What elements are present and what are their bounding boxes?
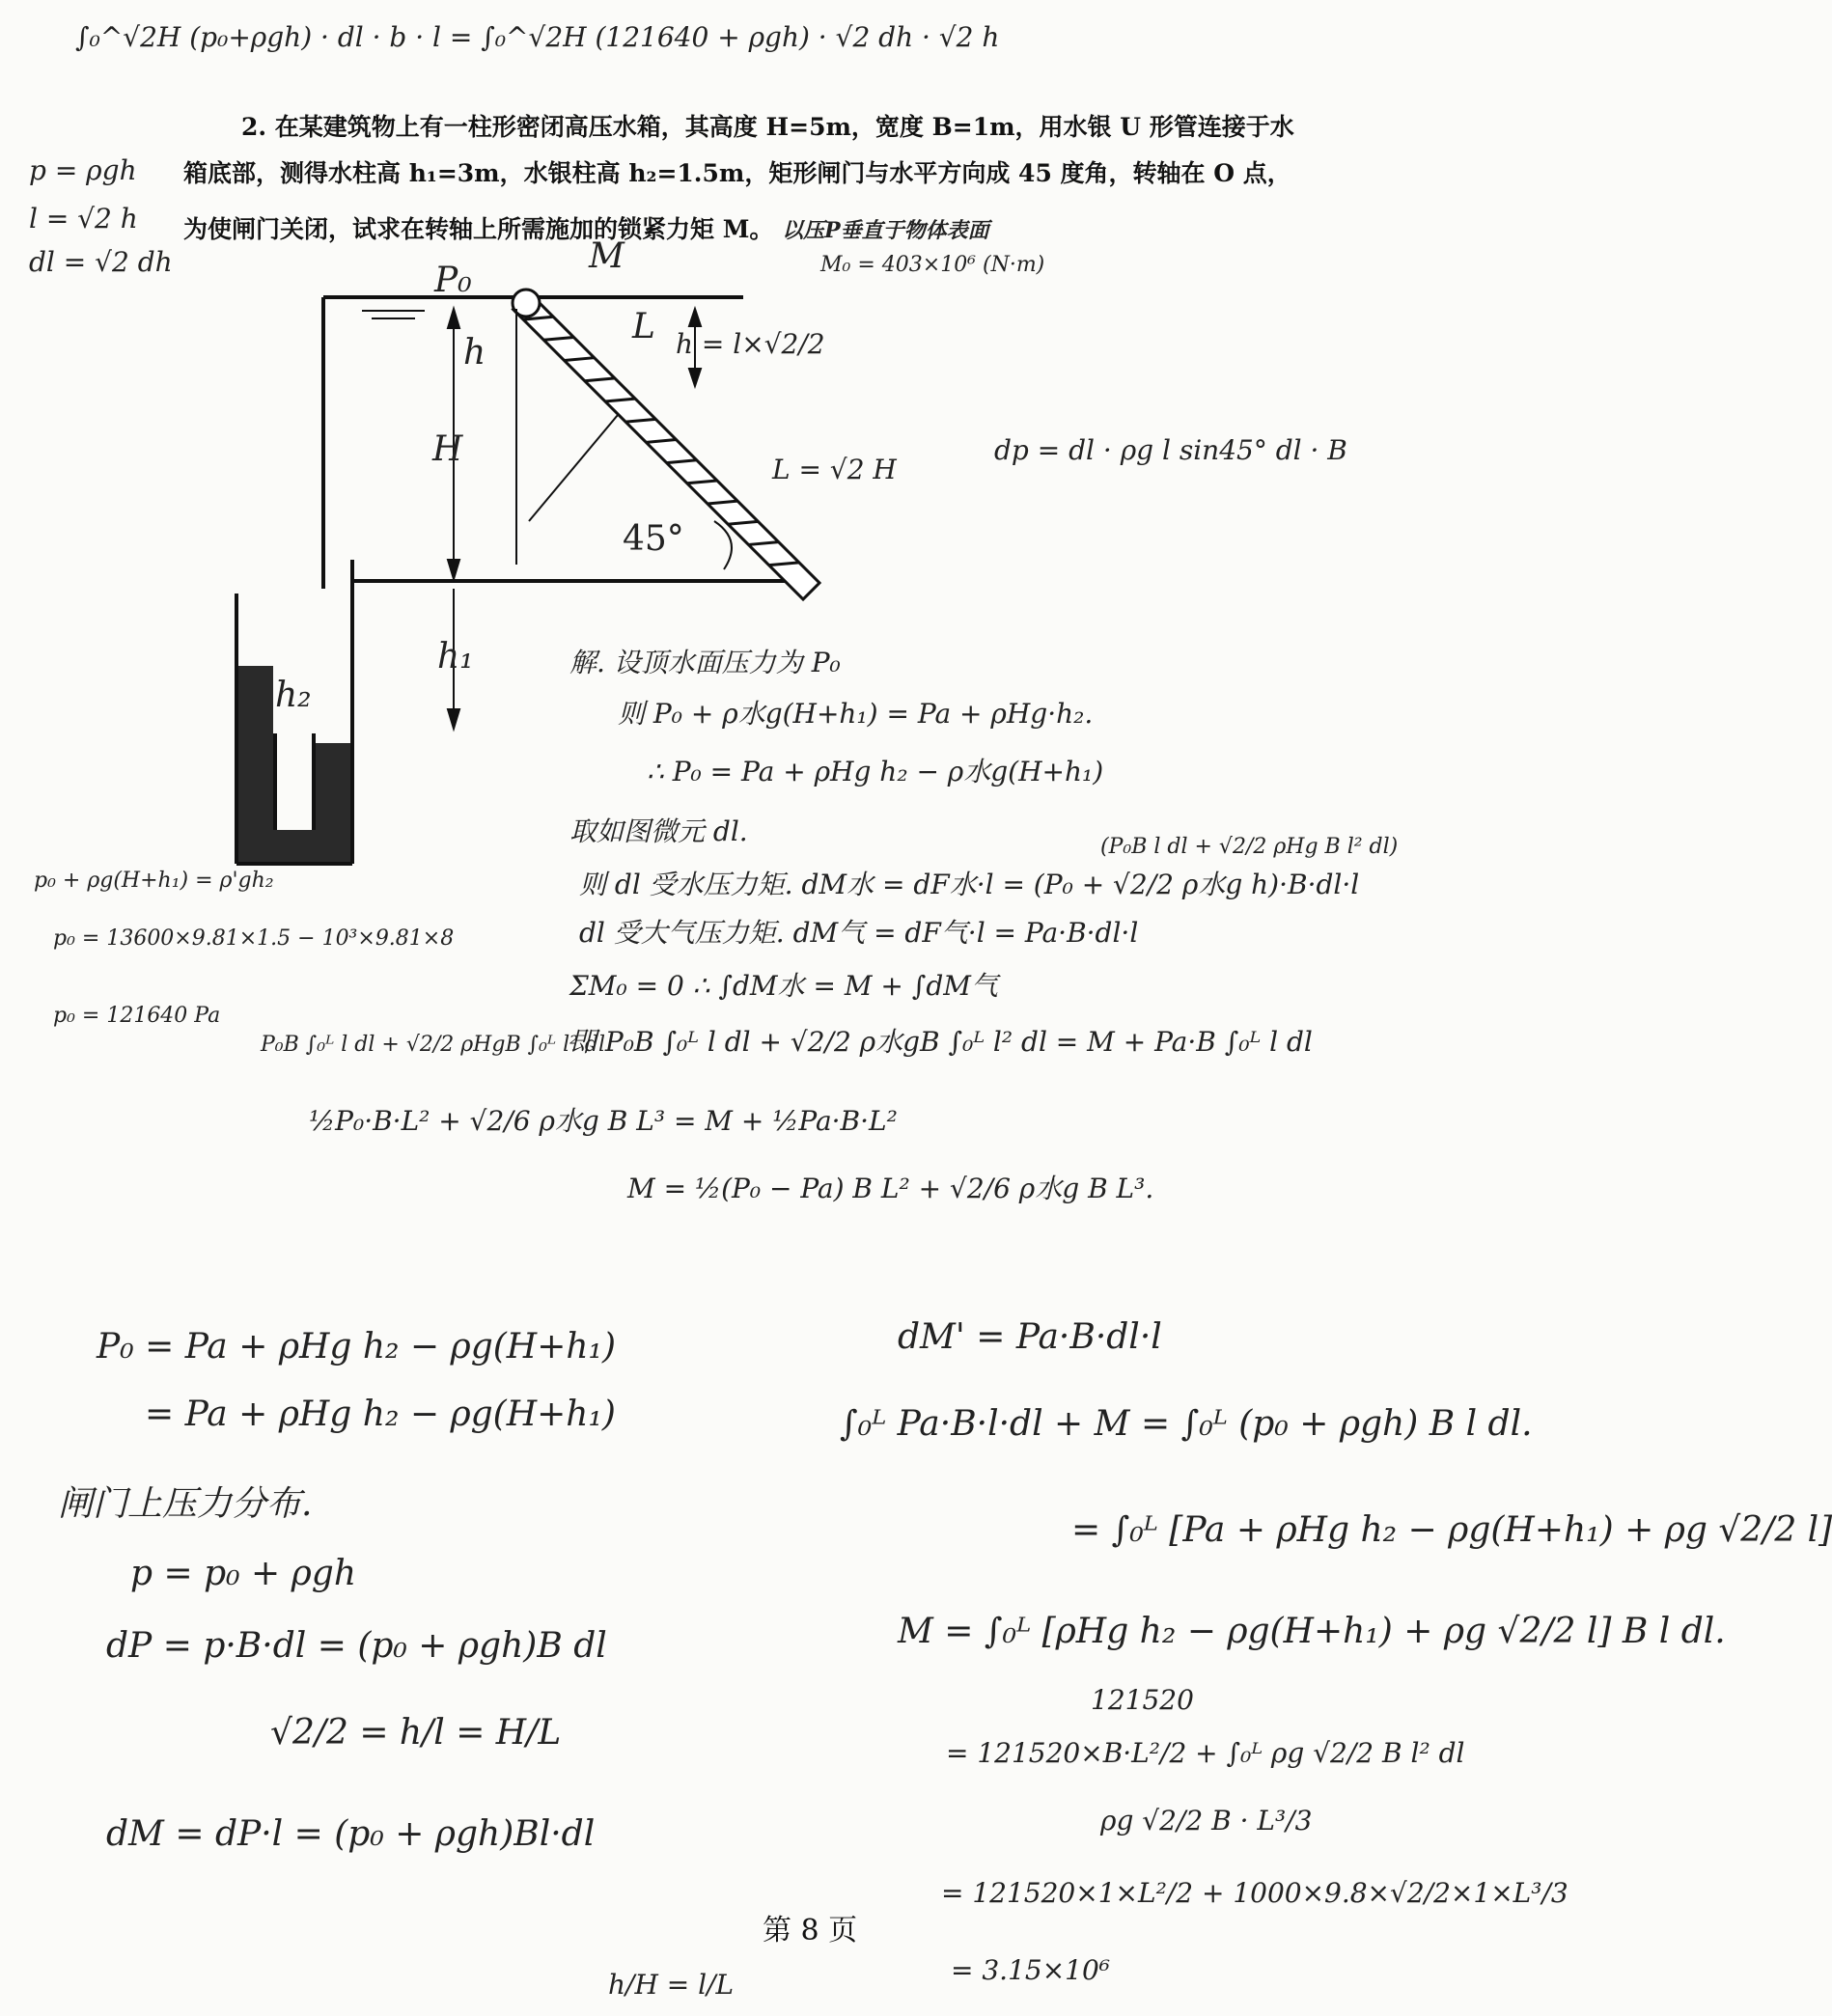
fig-h-eq: h = l×√2/2 bbox=[676, 328, 825, 360]
fig-h: h bbox=[463, 333, 486, 373]
fig-M: M bbox=[589, 236, 625, 276]
br-2: ∫₀ᴸ Pa·B·l·dl + M = ∫₀ᴸ (p₀ + ρgh) B l dl. bbox=[840, 1404, 1533, 1444]
bl-6: √2/2 = h/l = H/L bbox=[270, 1713, 562, 1753]
left-note-1: p = ρgh bbox=[29, 154, 137, 186]
side-integral-2: (P₀B l dl + √2/2 ρHg B l² dl) bbox=[1100, 835, 1399, 859]
solution-6: dl 受大气压力矩. dM气 = dF气·l = Pa·B·dl·l bbox=[579, 917, 1139, 949]
side-note-2: p₀ = 13600×9.81×1.5 − 10³×9.81×8 bbox=[53, 926, 455, 951]
solution-2: 则 P₀ + ρ水g(H+h₁) = Pa + ρHg·h₂. bbox=[618, 698, 1094, 730]
solution-3: ∴ P₀ = Pa + ρHg h₂ − ρ水g(H+h₁) bbox=[647, 756, 1104, 787]
problem-line-1: 2. 在某建筑物上有一柱形密闭高压水箱，其高度 H=5m，宽度 B=1m，用水银 U 形管连接于水 bbox=[241, 113, 1294, 141]
br-6: = 121520×B·L²/2 + ∫₀ᴸ ρg √2/2 B l² dl bbox=[946, 1737, 1465, 1769]
br-7: ρg √2/2 B · L³/3 bbox=[1100, 1805, 1313, 1836]
bl-3: 闸门上压力分布. bbox=[58, 1484, 313, 1524]
left-note-2: l = √2 h bbox=[29, 203, 138, 235]
br-8: = 121520×1×L²/2 + 1000×9.8×√2/2×1×L³/3 bbox=[941, 1877, 1568, 1909]
side-note-3: p₀ = 121640 Pa bbox=[53, 1004, 221, 1028]
bl-2: = Pa + ρHg h₂ − ρg(H+h₁) bbox=[145, 1395, 616, 1434]
bl-7: dM = dP·l = (p₀ + ρgh)Bl·dl bbox=[106, 1814, 596, 1854]
answer-note: M₀ = 403×10⁶ (N·m) bbox=[820, 253, 1045, 277]
fig-h1: h₁ bbox=[437, 637, 474, 677]
bl-5: dP = p·B·dl = (p₀ + ρgh)B dl bbox=[106, 1626, 607, 1666]
problem-line-3-printed: 为使闸门关闭，试求在转轴上所需施加的锁紧力矩 M。 bbox=[183, 215, 774, 243]
bl-1: P₀ = Pa + ρHg h₂ − ρg(H+h₁) bbox=[97, 1327, 617, 1367]
br-5: 121520 bbox=[1091, 1684, 1194, 1716]
solution-5: 则 dl 受水压力矩. dM水 = dF水·l = (P₀ + √2/2 ρ水g h)·B·dl·l bbox=[579, 869, 1360, 900]
top-integral: ∫₀^√2H (p₀+ρgh) · dl · b · l = ∫₀^√2H (121640 + ρgh) · √2 dh · √2 h bbox=[75, 21, 1000, 53]
br-1: dM' = Pa·B·dl·l bbox=[898, 1317, 1162, 1357]
solution-8: 即 P₀B ∫₀ᴸ l dl + √2/2 ρ水gB ∫₀ᴸ l² dl = M + Pa·B ∫₀ᴸ l dl bbox=[569, 1026, 1313, 1058]
footer-note: h/H = l/L bbox=[608, 1969, 735, 2001]
fig-L: L bbox=[632, 307, 655, 346]
bl-4: p = p₀ + ρgh bbox=[130, 1554, 357, 1593]
solution-7: ΣM₀ = 0 ∴ ∫dM水 = M + ∫dM气 bbox=[569, 970, 998, 1002]
fig-p0: P₀ bbox=[434, 261, 472, 300]
problem-line-2: 箱底部，测得水柱高 h₁=3m，水银柱高 h₂=1.5m，矩形闸门与水平方向成 45 度角，转轴在 O 点， bbox=[183, 159, 1291, 187]
solution-1: 解. 设顶水面压力为 P₀ bbox=[569, 647, 841, 678]
br-3: = ∫₀ᴸ [Pa + ρHg h₂ − ρg(H+h₁) + ρg √2/2 l] bbox=[1071, 1510, 1832, 1550]
br-4: M = ∫₀ᴸ [ρHg h₂ − ρg(H+h₁) + ρg √2/2 l] B l dl. bbox=[898, 1612, 1726, 1651]
page-label: 第 8 页 bbox=[763, 1914, 858, 1947]
side-integral-1: P₀B ∫₀ᴸ l dl + √2/2 ρHgB ∫₀ᴸ l² dl bbox=[261, 1033, 606, 1057]
fig-H: H bbox=[432, 429, 463, 469]
solution-9: ½P₀·B·L² + √2/6 ρ水g B L³ = M + ½Pa·B·L² bbox=[309, 1105, 898, 1137]
br-9: = 3.15×10⁶ bbox=[951, 1954, 1111, 1986]
fig-L-eq: L = √2 H bbox=[772, 454, 897, 485]
side-note-1: p₀ + ρg(H+h₁) = ρ'gh₂ bbox=[34, 869, 274, 893]
fig-h2: h₂ bbox=[275, 676, 312, 715]
fig-angle: 45° bbox=[623, 519, 684, 559]
problem-line-3-handwritten: 以压P垂直于物体表面 bbox=[782, 218, 989, 243]
solution-10: M = ½(P₀ − Pa) B L² + √2/6 ρ水g B L³. bbox=[627, 1173, 1154, 1204]
left-note-3: dl = √2 dh bbox=[29, 246, 173, 278]
solution-4: 取如图微元 dl. bbox=[569, 815, 748, 847]
fig-dp-eq: dp = dl · ρg l sin45° dl · B bbox=[994, 434, 1347, 466]
